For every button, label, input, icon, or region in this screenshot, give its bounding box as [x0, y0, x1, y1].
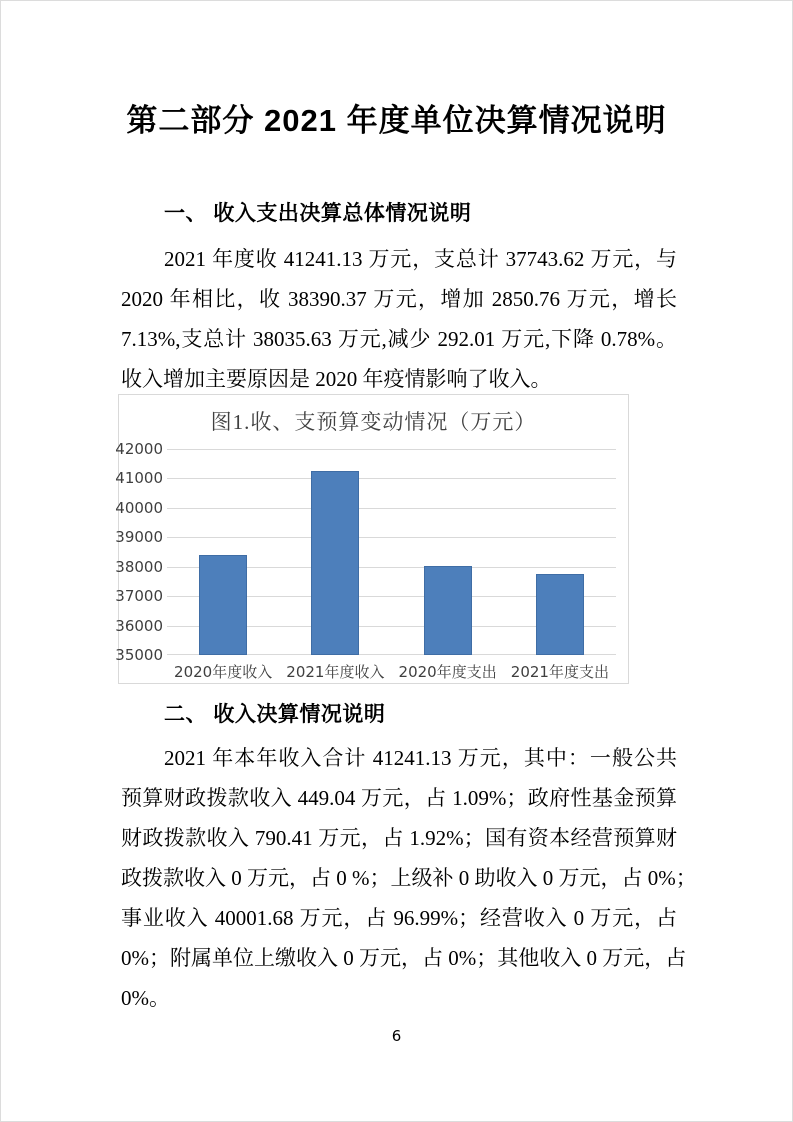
- chart-gridline: [167, 449, 616, 450]
- section1-heading: 一、 收入支出决算总体情况说明: [164, 202, 472, 225]
- paragraph-line: 7.13%,支总计 38035.63 万元,减少 292.01 万元,下降 0.78%。: [121, 327, 677, 351]
- chart-x-tick-label: 2020年度收入: [174, 663, 273, 681]
- chart-bar: [536, 574, 584, 655]
- chart-y-tick-label: 36000: [115, 616, 163, 635]
- chart-plot-area: [167, 449, 616, 655]
- chart-gridline: [167, 508, 616, 509]
- chart-y-tick-label: 38000: [115, 557, 163, 576]
- paragraph-line: 政拨款收入 0 万元，占 0 %；上级补 0 助收入 0 万元，占 0%；: [121, 866, 697, 890]
- chart-x-tick-label: 2020年度支出: [398, 663, 497, 681]
- paragraph-line: 2021 年本年收入合计 41241.13 万元，其中：一般公共: [164, 746, 677, 770]
- chart-x-axis-labels: [167, 661, 616, 681]
- paragraph-line: 0%。: [121, 986, 170, 1010]
- section2-heading: 二、 收入决算情况说明: [164, 703, 386, 726]
- chart-x-tick-label: 2021年度收入: [286, 663, 385, 681]
- chart-y-tick-label: 39000: [115, 528, 163, 547]
- chart-x-tick-label: 2021年度支出: [510, 663, 609, 681]
- paragraph-line: 事业收入 40001.68 万元，占 96.99%；经营收入 0 万元，占: [121, 906, 677, 930]
- paragraph-income: [121, 738, 697, 1018]
- chart-y-axis-labels: [115, 440, 163, 664]
- paragraph-line: 0%；附属单位上缴收入 0 万元，占 0%；其他收入 0 万元，占: [121, 946, 687, 970]
- chart-y-tick-label: 35000: [115, 646, 163, 664]
- chart-y-tick-label: 41000: [115, 469, 163, 488]
- paragraph-line: 2020 年相比，收 38390.37 万元，增加 2850.76 万元，增长: [121, 287, 677, 311]
- paragraph-line: 预算财政拨款收入 449.04 万元，占 1.09%；政府性基金预算: [121, 786, 677, 810]
- paragraph-line: 收入增加主要原因是 2020 年疫情影响了收入。: [121, 367, 552, 391]
- chart-title: 图1.收、支预算变动情况（万元）: [210, 410, 537, 434]
- chart-bar: [311, 471, 359, 655]
- budget-change-bar-chart: [115, 394, 629, 684]
- page-title: 第二部分 2021 年度单位决算情况说明: [126, 103, 667, 138]
- chart-bar: [424, 566, 472, 655]
- paragraph-line: 财政拨款收入 790.41 万元，占 1.92%；国有资本经营预算财: [121, 826, 677, 850]
- chart-gridline: [167, 478, 616, 479]
- page-number: 6: [391, 1027, 402, 1045]
- paragraph-overview: [121, 239, 677, 399]
- chart-bar: [199, 555, 247, 655]
- chart-y-tick-label: 40000: [115, 498, 163, 517]
- chart-y-tick-label: 42000: [115, 440, 163, 458]
- paragraph-line: 2021 年度收 41241.13 万元，支总计 37743.62 万元，与: [164, 247, 677, 271]
- chart-gridline: [167, 537, 616, 538]
- chart-y-tick-label: 37000: [115, 587, 163, 606]
